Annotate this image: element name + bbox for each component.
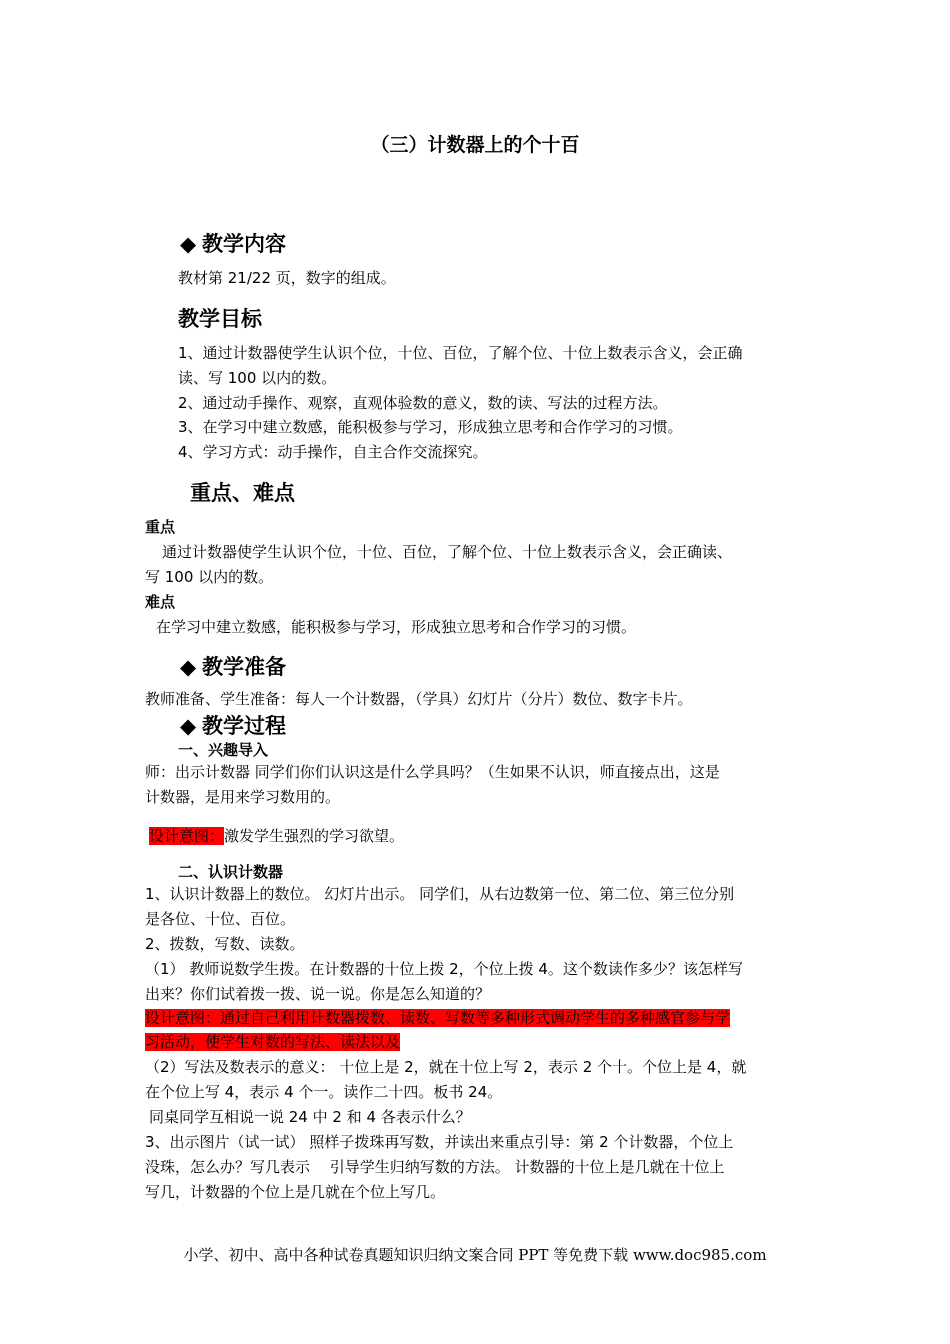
part2-line-3: 2、拨数，写数、读数。 [145, 935, 305, 953]
part2-heading: 二、认识计数器 [178, 863, 284, 881]
part2-line-10: 没珠，怎么办？写几表示 引导学生归纳写数的方法。 计数器的十位上是几就在十位上 [145, 1158, 725, 1176]
page-title: （三）计数器上的个十百 [370, 134, 580, 156]
diamond-bullet-icon: ◆ [180, 655, 197, 679]
goal-item-1-line-1: 1、通过计数器使学生认识个位，十位、百位，了解个位、十位上数表示含义，会正确 [178, 344, 743, 362]
part2-line-2: 是各位、十位、百位。 [145, 910, 296, 928]
part2-line-4: （1） 教师说数学生拨。在计数器的十位上拨 2，个位上拨 4。这个数读作多少？该怎样写 [145, 960, 743, 978]
part2-line-5: 出来？你们试着拨一拨、说一说。你是怎么知道的？ [145, 985, 491, 1003]
goal-item-1-line-2: 读、写 100 以内的数。 [178, 369, 337, 387]
goal-item-2: 2、通过动手操作、观察，直观体验数的意义，数的读、写法的过程方法。 [178, 394, 668, 412]
page-footer: 小学、初中、高中各种试卷真题知识归纳文案合同 PPT 等免费下载 www.doc985.com [183, 1246, 767, 1264]
diamond-bullet-icon: ◆ [180, 714, 197, 738]
design-intent-2-text-1: 设计意图：通过自己利用计数器拨数、读数、写数等多种形式调动学生的多种感官参与学 [145, 1009, 731, 1027]
goals-heading: 教学目标 [178, 307, 262, 331]
design-intent-1 [149, 824, 404, 849]
design-intent-2-line-1 [145, 1006, 730, 1031]
part1-line-2: 计数器，是用来学习数用的。 [145, 788, 341, 806]
design-intent-2-line-2 [145, 1030, 400, 1055]
key-line-1: 通过计数器使学生认识个位，十位、百位，了解个位、十位上数表示含义，会正确读、 [162, 543, 733, 561]
part2-line-1: 1、认识计数器上的数位。 幻灯片出示。 同学们，从右边数第一位、第二位、第三位分别 [145, 885, 735, 903]
goal-item-4: 4、学习方式：动手操作，自主合作交流探究。 [178, 443, 488, 461]
key-label: 重点 [145, 518, 176, 536]
design-intent-1-label: 设计意图： [149, 827, 225, 845]
part2-line-6: （2）写法及数表示的意义： 十位上是 2，就在十位上写 2，表示 2 个十。个位上是 4，就 [145, 1058, 747, 1076]
content-heading [180, 228, 286, 258]
part2-line-11: 写几，计数器的个位上是几就在个位上写几。 [145, 1183, 446, 1201]
goal-item-3: 3、在学习中建立数感，能积极参与学习，形成独立思考和合作学习的习惯。 [178, 418, 683, 436]
diamond-bullet-icon: ◆ [180, 232, 197, 256]
content-text: 教材第 21/22 页，数字的组成。 [178, 269, 396, 287]
prep-heading [180, 651, 286, 681]
part2-line-9: 3、出示图片（试一试） 照样子拨珠再写数，并读出来重点引导：第 2 个计数器，个位上 [145, 1133, 734, 1151]
key-points-heading: 重点、难点 [190, 481, 295, 505]
prep-heading-text: 教学准备 [202, 655, 286, 679]
prep-text: 教师准备、学生准备：每人一个计数器，（学具）幻灯片（分片）数位、数字卡片。 [145, 690, 693, 708]
part1-line-1: 师：出示计数器 同学们你们认识这是什么学具吗？（生如果不认识，师直接点出，这是 [145, 763, 720, 781]
process-heading-text: 教学过程 [202, 714, 286, 738]
content-heading-text: 教学内容 [202, 232, 286, 256]
part2-line-7: 在个位上写 4，表示 4 个一。读作二十四。板书 24。 [145, 1083, 503, 1101]
key-line-2: 写 100 以内的数。 [145, 568, 274, 586]
process-heading [180, 710, 286, 740]
difficult-text: 在学习中建立数感，能积极参与学习，形成独立思考和合作学习的习惯。 [156, 618, 637, 636]
design-intent-1-text: 激发学生强烈的学习欲望。 [224, 827, 405, 845]
part1-heading: 一、兴趣导入 [178, 741, 269, 759]
difficult-label: 难点 [145, 593, 176, 611]
part2-line-8: 同桌同学互相说一说 24 中 2 和 4 各表示什么？ [149, 1108, 471, 1126]
design-intent-2-text-2: 习活动，使学生对数的写法、读法以及 [145, 1033, 401, 1051]
